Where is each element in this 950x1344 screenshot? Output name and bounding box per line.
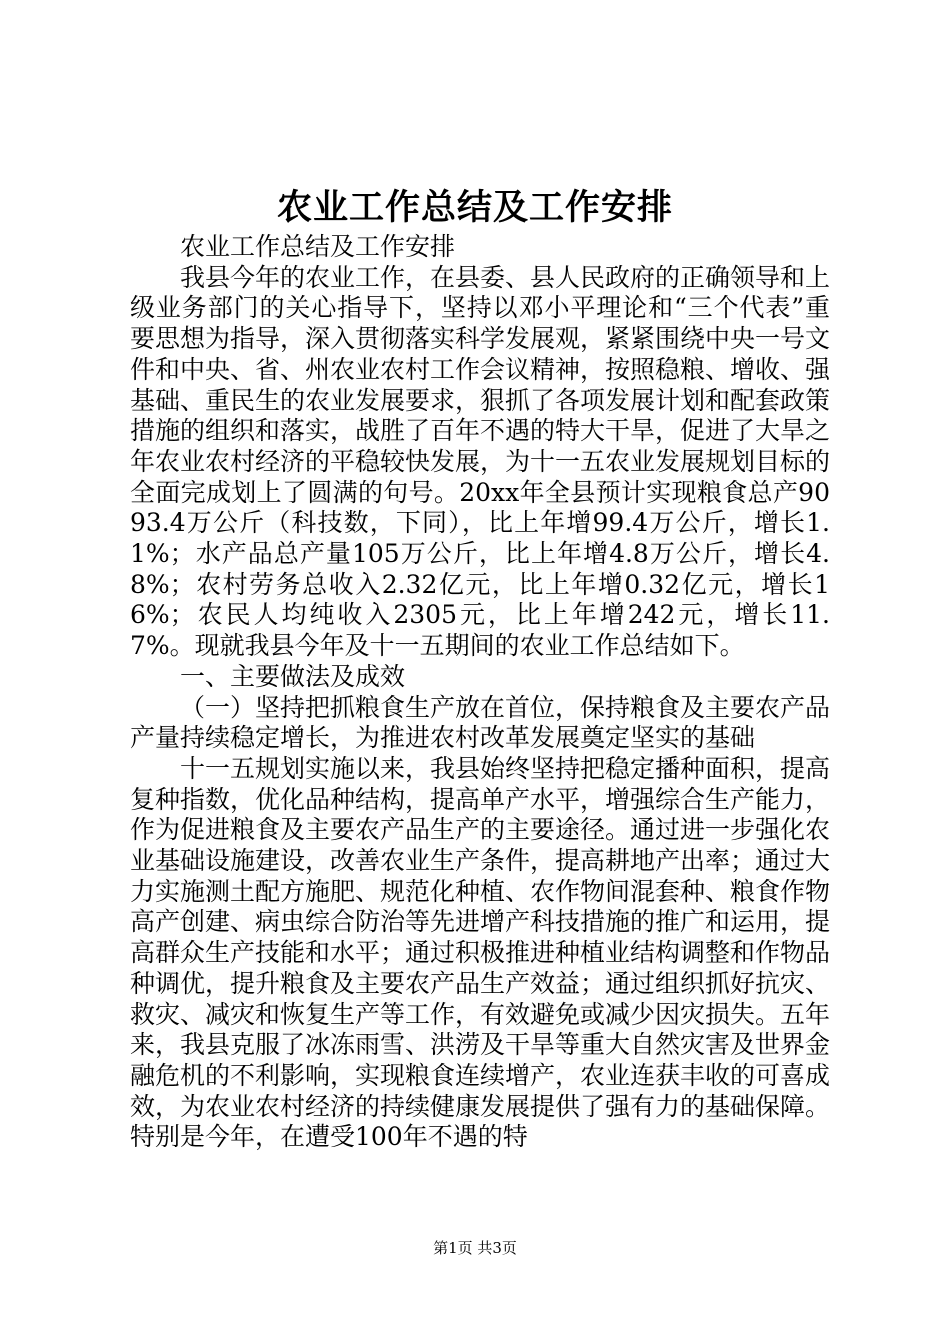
- document-title: 农业工作总结及工作安排: [276, 187, 673, 228]
- paragraph-body: 十一五规划实施以来，我县始终坚持把稳定播种面积，提高复种指数，优化品种结构，提高单产水平，增强综合生产能力，作为促进粮食及主要农产品生产的主要途径。通过进一步强化农业基础设施建设，改善农业生产条件，提高耕地产出率；通过大力实施测土配方施肥、规范化种植、农作物间混套种、粮食作物高产创建、病虫综合防治等先进增产科技措施的推广和运用，提高群众生产技能和水平；通过积极推进种植业结构调整和作物品种调优，提升粮食及主要农产品生产效益；通过组织抓好抗灾、救灾、减灾和恢复生产等工作，有效避免或减少因灾损失。五年来，我县克服了冰冻雨雪、洪涝及干旱等重大自然灾害及世界金融危机的不利影响，实现粮食连续增产，农业连获丰收的可喜成效，为农业农村经济的持续健康发展提供了强有力的基础保障。特别是今年，在遭受100年不遇的特: [130, 753, 831, 1152]
- paragraph-subtitle: 农业工作总结及工作安排: [180, 232, 456, 261]
- section-heading-1: 一、主要做法及成效: [180, 661, 406, 691]
- paragraph-intro: 我县今年的农业工作，在县委、县人民政府的正确领导和上级业务部门的关心指导下，坚持以邓小平理论和“三个代表”重要思想为指导，深入贯彻落实科学发展观，紧紧围绕中央一号文件和中央、省、州农业农村工作会议精神，按照稳粮、增收、强基础、重民生的农业发展要求，狠抓了各项发展计划和配套政策措施的组织和落实，战胜了百年不遇的特大干旱，促进了大旱之年农业农村经济的平稳较快发展，为十一五农业发展规划目标的全面完成划上了圆满的句号。20xx年全县预计实现粮食总产9093.4万公斤（科技数，下同），比上年增99.4万公斤，增长1.1%；水产品总产量105万公斤，比上年增4.8万公斤，增长4.8%；农村劳务总收入2.32亿元，比上年增0.32亿元，增长16%；农民人均纯收入2305元，比上年增242元，增长11.7%。现就我县今年及十一五期间的农业工作总结如下。: [130, 262, 831, 661]
- page-footer: 第1页 共3页: [433, 1239, 517, 1257]
- subsection-heading-1: （一）坚持把抓粮食生产放在首位，保持粮食及主要农产品产量持续稳定增长，为推进农村改革发展奠定坚实的基础: [130, 692, 831, 753]
- document-body: [130, 232, 830, 1153]
